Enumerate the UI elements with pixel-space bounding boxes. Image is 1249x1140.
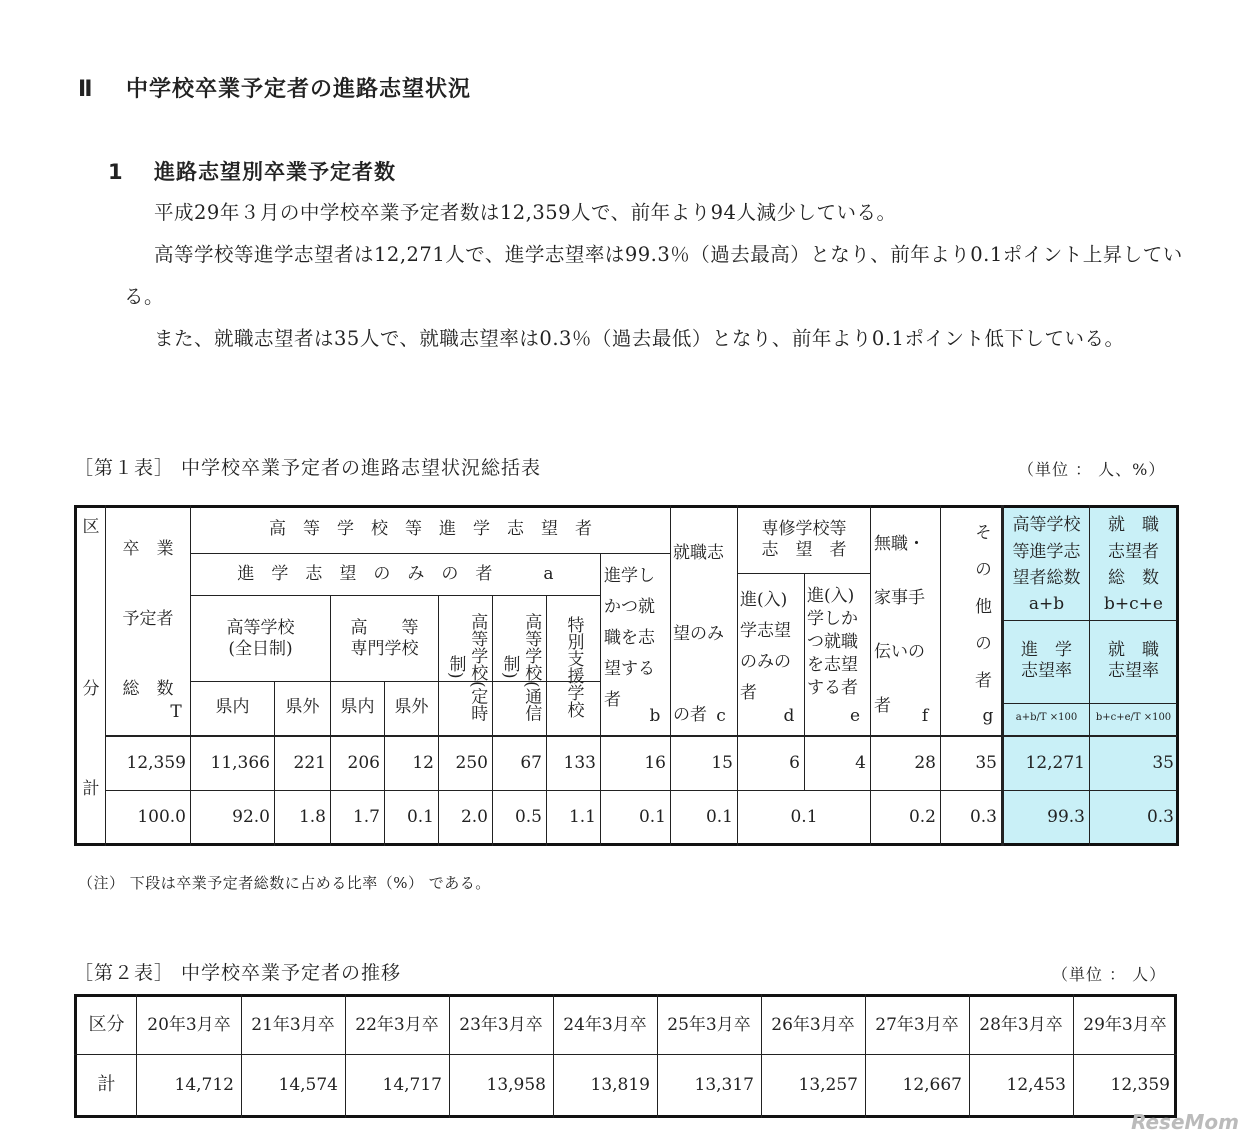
count-cell: 16 — [644, 753, 666, 773]
header-kubun-bottom: 分 — [82, 679, 100, 700]
paragraph-1: 平成29年３月の中学校卒業予定者数は12,359人で、前年より94人減少している。 — [154, 201, 897, 224]
header-shushoku: 就職志望のみの者 — [673, 543, 724, 725]
header-senshu-d: 進(入) 学志望 のみの 者 — [740, 590, 791, 703]
year-value: 13,958 — [486, 1075, 546, 1095]
count-cell: 221 — [293, 753, 326, 773]
ratio-cell: 0.1 — [406, 807, 434, 827]
ratio-cell: 100.0 — [137, 807, 186, 827]
table2-header-label: 区分 — [88, 1014, 125, 1036]
count-cell: 67 — [520, 753, 542, 773]
table1-note: （注） 下段は卒業予定者総数に占める比率（%） である。 — [78, 874, 491, 892]
year-value: 13,257 — [798, 1075, 858, 1095]
header-g: g — [982, 706, 994, 727]
year-value: 13,819 — [590, 1075, 650, 1095]
table1-unit: （単位 ： 人、%） — [1018, 460, 1166, 479]
header-shushoku-rate: 就 職 志望率 — [1108, 639, 1159, 681]
year-header: 26年3月卒 — [771, 1014, 855, 1035]
ratio-cell: 0.2 — [908, 807, 936, 827]
ratio-cell: 0.3 — [969, 807, 997, 827]
header-sotsugyo-2: 予定者 — [122, 609, 174, 630]
year-header: 29年3月卒 — [1083, 1014, 1167, 1035]
count-cell: 35 — [975, 753, 997, 773]
header-senshu: 専修学校等 志 望 者 — [761, 518, 847, 560]
header-sotsugyo-3: 総 数 — [122, 679, 174, 700]
header-shingaku-shushoku: 進学しかつ就職を志望する者 — [604, 566, 655, 710]
header-kennai-1: 県内 — [215, 697, 250, 718]
header-b: b — [649, 706, 661, 727]
year-value: 13,317 — [694, 1075, 754, 1095]
section-heading — [108, 156, 396, 186]
paragraph-2: 高等学校等進学志望者は12,271人で、進学志望率は99.3％（過去最高）となり、前年より0.1ポイント上昇している。 — [124, 243, 1183, 308]
year-header: 21年3月卒 — [251, 1014, 335, 1035]
table1-caption: ［第１表］ 中学校卒業予定者の進路志望状況総括表 — [74, 457, 542, 479]
table2-caption: ［第２表］ 中学校卒業予定者の推移 — [74, 962, 402, 984]
ratio-cell: 1.8 — [298, 807, 326, 827]
header-kengai-2: 県外 — [394, 697, 429, 718]
count-cell: 133 — [563, 753, 596, 773]
ratio-cell: 2.0 — [460, 807, 488, 827]
trend-table — [74, 994, 1177, 1118]
year-value: 12,359 — [1110, 1075, 1170, 1095]
header-sotsugyo-1: 卒 業 — [122, 539, 174, 560]
header-zennichi: 高等学校 (全日制) — [226, 617, 295, 659]
header-tokubetsu: 特別支援学校 — [563, 616, 584, 718]
ratio-cell: 0.1 — [705, 807, 733, 827]
header-shingaku-only: 進 学 志 望 の み の 者 a — [237, 564, 554, 585]
header-e: e — [849, 706, 861, 727]
year-value: 12,453 — [1006, 1075, 1066, 1095]
count-cell: 12,359 — [126, 753, 186, 773]
header-senshu-e: 進(入) 学しか つ就職 を志望 する者 — [807, 586, 858, 698]
ratio-cell: 92.0 — [232, 807, 270, 827]
header-teiji: 高等学校(定時制) — [445, 612, 488, 722]
count-cell: 12 — [412, 753, 434, 773]
header-kennai-2: 県内 — [340, 697, 375, 718]
header-c: c — [716, 706, 726, 727]
count-cell: 28 — [914, 753, 936, 773]
header-koto-group: 高 等 学 校 等 進 学 志 望 者 — [269, 519, 592, 540]
header-kengai-1: 県外 — [285, 697, 320, 718]
count-cell: 6 — [789, 753, 800, 773]
ratio-cell: 1.7 — [352, 807, 380, 827]
header-kubun-top: 区 — [82, 517, 100, 538]
year-value: 14,574 — [278, 1075, 338, 1095]
ratio-cell: 0.1 — [790, 807, 818, 827]
header-mushoku: 無職・ 家事手 伝いの 者 — [874, 534, 925, 716]
header-f: f — [921, 706, 929, 727]
row-label-total: 計 — [82, 779, 100, 800]
count-cell: 12,271 — [1025, 753, 1085, 773]
year-value: 14,717 — [382, 1075, 442, 1095]
count-cell: 206 — [347, 753, 380, 773]
header-shingaku-formula: a+b/T ×100 — [1015, 711, 1078, 723]
ratio-cell: 0.3 — [1146, 807, 1174, 827]
table2-unit: （単位 ： 人） — [1052, 965, 1167, 984]
paragraph-3: また、就職志望者は35人で、就職志望率は0.3％（過去最低）となり、前年より0.1ポイント低下している。 — [154, 327, 1125, 350]
header-koto-total: 高等学校 等進学志 望者総数 a+b — [1012, 515, 1081, 615]
year-header: 20年3月卒 — [147, 1014, 231, 1035]
year-header: 25年3月卒 — [667, 1014, 751, 1035]
ratio-cell: 0.1 — [638, 807, 666, 827]
header-d: d — [783, 706, 795, 727]
table2-row-label: 計 — [97, 1073, 116, 1095]
year-header: 22年3月卒 — [355, 1014, 439, 1035]
year-value: 14,712 — [174, 1075, 234, 1095]
chapter-heading — [78, 72, 471, 103]
count-cell: 250 — [455, 753, 488, 773]
section-title: 進路志望別卒業予定者数 — [154, 160, 396, 184]
ratio-cell: 99.3 — [1047, 807, 1085, 827]
year-header: 28年3月卒 — [979, 1014, 1063, 1035]
watermark-logo: ReseMom — [1131, 1110, 1239, 1134]
chapter-title: 中学校卒業予定者の進路志望状況 — [126, 77, 472, 102]
year-header: 24年3月卒 — [563, 1014, 647, 1035]
header-shushoku-formula: b+c+e/T ×100 — [1095, 711, 1172, 723]
ratio-cell: 0.5 — [514, 807, 542, 827]
header-senmon: 高 等 専門学校 — [350, 617, 419, 659]
chapter-number: Ⅱ — [78, 77, 94, 102]
year-header: 27年3月卒 — [875, 1014, 959, 1035]
count-cell: 35 — [1152, 753, 1174, 773]
header-sotsugyo-T: T — [170, 702, 182, 723]
section-number: 1 — [108, 160, 124, 184]
header-shu-total: 就 職 志望者 総 数 b+c+e — [1104, 515, 1163, 615]
year-value: 12,667 — [902, 1075, 962, 1095]
summary-table — [74, 505, 1179, 846]
count-cell: 11,366 — [210, 753, 270, 773]
header-tsushin: 高等学校(通信制) — [499, 612, 542, 722]
ratio-cell: 1.1 — [568, 807, 596, 827]
count-cell: 15 — [711, 753, 733, 773]
count-cell: 4 — [855, 753, 866, 773]
header-shingaku-rate: 進 学 志望率 — [1021, 639, 1072, 681]
year-header: 23年3月卒 — [459, 1014, 543, 1035]
header-sonota: その他の者 — [971, 522, 991, 708]
